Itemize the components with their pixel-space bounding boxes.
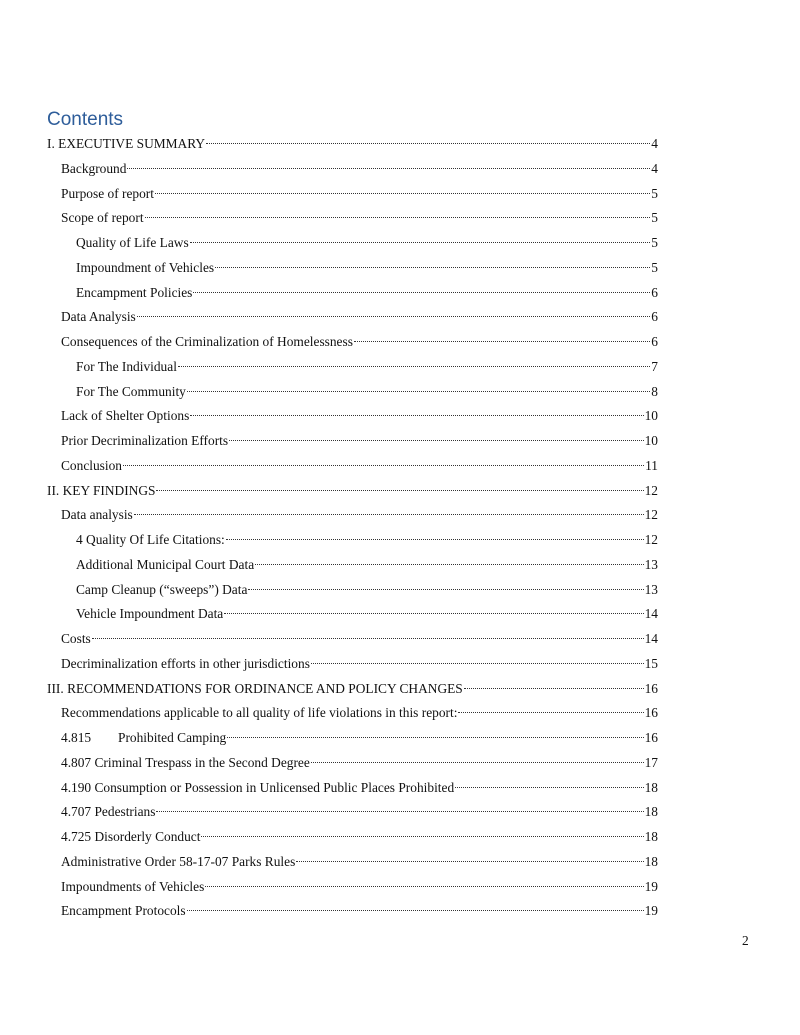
toc-dot-leader	[190, 242, 651, 243]
toc-entry-page: 18	[644, 779, 658, 795]
toc-entry-label: Prior Decriminalization Efforts	[61, 433, 229, 448]
toc-dot-leader	[190, 415, 643, 416]
toc-dot-leader	[296, 861, 643, 862]
toc-entry[interactable]	[47, 825, 658, 850]
toc-entry[interactable]	[47, 256, 658, 281]
toc-dot-leader	[193, 292, 650, 293]
toc-entry[interactable]	[47, 380, 658, 405]
toc-entry-label: Vehicle Impoundment Data	[76, 606, 224, 622]
toc-entry-page: 14	[644, 606, 658, 622]
toc-entry-label: Background	[61, 160, 127, 176]
toc-entry-page: 6	[651, 284, 658, 300]
toc-entry-page: 12	[644, 532, 658, 547]
toc-dot-leader	[155, 193, 650, 194]
toc-entry-page: 18	[644, 829, 658, 844]
toc-dot-leader	[215, 267, 650, 268]
toc-entry-page: 19	[644, 903, 658, 919]
toc-entry[interactable]	[47, 701, 658, 726]
toc-entry-page: 6	[651, 309, 658, 325]
toc-entry[interactable]	[47, 627, 658, 652]
toc-entry-label: Data Analysis	[61, 309, 136, 325]
toc-entry[interactable]	[47, 875, 658, 900]
toc-entry[interactable]	[47, 553, 658, 578]
toc-entry-page: 6	[651, 334, 658, 349]
toc-dot-leader	[255, 564, 643, 565]
toc-entry-page: 13	[644, 556, 658, 572]
toc-entry-page: 5	[651, 259, 658, 275]
toc-dot-leader	[226, 539, 644, 540]
toc-entry-label: Camp Cleanup (“sweeps”) Data	[76, 581, 248, 597]
toc-entry[interactable]	[47, 206, 658, 231]
toc-entry-label: Conclusion	[61, 457, 123, 473]
toc-entry-label: Costs	[61, 631, 91, 646]
toc-entry-label: Recommendations applicable to all quality of life violations in this report:	[61, 705, 458, 721]
toc-entry-page: 13	[644, 581, 658, 597]
toc-entry[interactable]	[47, 305, 658, 330]
toc-dot-leader	[227, 737, 643, 738]
table-of-contents	[47, 132, 658, 924]
toc-entry-page: 18	[644, 853, 658, 869]
toc-dot-leader	[145, 217, 651, 218]
toc-entry[interactable]	[47, 899, 658, 924]
toc-entry[interactable]	[47, 454, 658, 479]
toc-dot-leader	[224, 613, 643, 614]
toc-entry-page: 4	[651, 160, 658, 176]
toc-entry-label: Encampment Protocols	[61, 903, 186, 919]
toc-entry-label: I. EXECUTIVE SUMMARY	[47, 136, 206, 151]
toc-entry-section-number: 4.815	[61, 730, 92, 745]
toc-dot-leader	[229, 440, 644, 441]
toc-dot-leader	[178, 366, 650, 367]
toc-entry-label: Impoundment of Vehicles	[76, 259, 215, 275]
toc-dot-leader	[205, 886, 643, 887]
toc-dot-leader	[127, 168, 650, 169]
toc-entry-label: For The Individual	[76, 358, 177, 374]
toc-dot-leader	[134, 514, 644, 515]
toc-entry-page: 7	[651, 358, 658, 374]
toc-entry-label: Decriminalization efforts in other jurisdictions	[61, 655, 310, 671]
toc-entry[interactable]	[47, 528, 658, 553]
toc-entry-page: 15	[644, 655, 658, 671]
toc-entry-page: 16	[644, 730, 658, 745]
toc-entry-page: 16	[644, 705, 658, 721]
toc-entry[interactable]	[47, 751, 658, 776]
toc-entry-page: 14	[644, 631, 658, 646]
toc-dot-leader	[156, 811, 643, 812]
toc-entry[interactable]	[47, 157, 658, 182]
toc-entry-page: 5	[651, 210, 658, 226]
toc-entry[interactable]	[47, 330, 658, 355]
toc-entry-page: 11	[645, 457, 658, 473]
toc-entry-label: For The Community	[76, 383, 186, 399]
toc-entry[interactable]	[47, 429, 658, 454]
toc-dot-leader	[201, 836, 643, 837]
toc-entry[interactable]	[47, 281, 658, 306]
toc-entry[interactable]	[47, 726, 658, 751]
toc-entry-label: 4.725 Disorderly Conduct	[61, 829, 201, 844]
toc-entry-label: Data analysis	[61, 507, 133, 523]
toc-entry-label: II. KEY FINDINGS	[47, 482, 156, 498]
toc-dot-leader	[123, 465, 644, 466]
toc-entry-label: Lack of Shelter Options	[61, 408, 190, 424]
toc-entry-page: 16	[644, 680, 658, 696]
toc-entry[interactable]	[47, 132, 658, 157]
toc-entry-page: 18	[644, 804, 658, 820]
toc-dot-leader	[354, 341, 650, 342]
contents-heading: Contents	[47, 109, 124, 130]
toc-entry-label: Consequences of the Criminalization of Homelessness	[61, 334, 353, 349]
toc-entry-label: Administrative Order 58-17-07 Parks Rules	[61, 853, 296, 869]
toc-entry-label: Additional Municipal Court Data	[76, 556, 255, 572]
toc-entry-label	[61, 726, 226, 751]
toc-dot-leader	[311, 762, 644, 763]
toc-dot-leader	[92, 638, 644, 639]
toc-entry-title: Prohibited Camping	[118, 730, 227, 745]
toc-dot-leader	[464, 688, 644, 689]
toc-entry-label: Scope of report	[61, 210, 144, 226]
toc-entry[interactable]	[47, 503, 658, 528]
toc-entry-page: 8	[651, 383, 658, 399]
toc-dot-leader	[187, 910, 644, 911]
toc-dot-leader	[311, 663, 644, 664]
toc-entry-page: 12	[644, 507, 658, 523]
toc-entry[interactable]	[47, 850, 658, 875]
toc-dot-leader	[187, 391, 650, 392]
toc-dot-leader	[248, 589, 643, 590]
toc-dot-leader	[455, 787, 643, 788]
toc-entry-page: 12	[644, 482, 658, 498]
toc-entry-page: 10	[644, 408, 658, 424]
toc-dot-leader	[137, 316, 651, 317]
toc-entry-label: 4 Quality Of Life Citations:	[76, 532, 225, 547]
toc-entry-page: 5	[651, 185, 658, 201]
toc-entry-label: Quality of Life Laws	[76, 235, 189, 250]
toc-entry-label: 4.190 Consumption or Possession in Unlicensed Public Places Prohibited	[61, 779, 455, 795]
toc-entry-label: Encampment Policies	[76, 284, 193, 300]
toc-entry[interactable]	[47, 182, 658, 207]
toc-entry-page: 17	[644, 754, 658, 770]
toc-entry[interactable]	[47, 404, 658, 429]
toc-entry[interactable]	[47, 231, 658, 256]
toc-dot-leader	[458, 712, 643, 713]
toc-entry[interactable]	[47, 602, 658, 627]
toc-entry-label: Purpose of report	[61, 185, 154, 201]
page-number: 2	[742, 933, 749, 948]
toc-entry[interactable]	[47, 652, 658, 677]
toc-entry[interactable]	[47, 776, 658, 801]
toc-entry-page: 19	[644, 878, 658, 894]
toc-entry[interactable]	[47, 355, 658, 380]
toc-entry-page: 4	[651, 136, 658, 151]
toc-entry-label: III. RECOMMENDATIONS FOR ORDINANCE AND POLICY CHANGES	[47, 680, 463, 696]
toc-entry-page: 5	[651, 235, 658, 250]
toc-entry-label: 4.807 Criminal Trespass in the Second Degree	[61, 754, 310, 770]
toc-entry-label: Impoundments of Vehicles	[61, 878, 205, 894]
toc-dot-leader	[156, 490, 643, 491]
toc-entry[interactable]	[47, 479, 658, 504]
toc-entry-label: 4.707 Pedestrians	[61, 804, 156, 820]
toc-entry-page: 10	[644, 433, 658, 448]
toc-entry[interactable]	[47, 578, 658, 603]
toc-dot-leader	[206, 143, 650, 144]
toc-entry[interactable]	[47, 677, 658, 702]
toc-entry[interactable]	[47, 800, 658, 825]
